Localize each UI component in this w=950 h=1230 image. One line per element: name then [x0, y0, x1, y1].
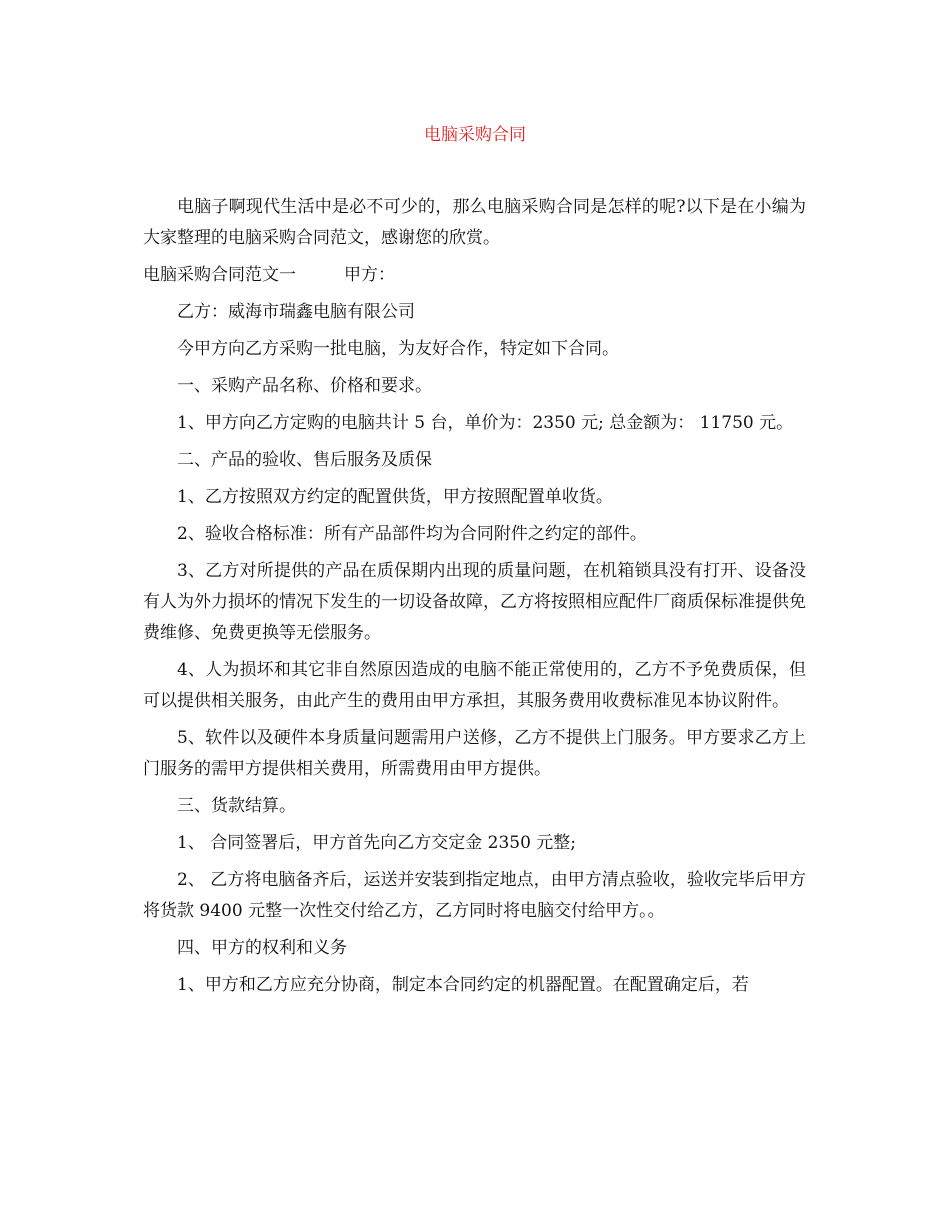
sample-heading: 电脑采购合同范文一 — [143, 265, 296, 285]
section-3-item-1: 1、 合同签署后，甲方首先向乙方交定金 2350 元整; — [177, 833, 577, 853]
section-4-item-1: 1、甲方和乙方应充分协商，制定本合同约定的机器配置。在配置确定后，若 — [177, 975, 749, 995]
page-title: 电脑采购合同 — [424, 125, 526, 145]
section-1-title: 一、采购产品名称、价格和要求。 — [177, 376, 432, 396]
document-body — [143, 192, 806, 1007]
section-1-item-1: 1、甲方向乙方定购的电脑共计 5 台，单价为：2350 元; 总金额为： 11750 元。 — [177, 413, 794, 433]
section-2-item-4: 4、人为损坏和其它非自然原因造成的电脑不能正常使用的，乙方不予免费质保，但可以提供相关服务，由此产生的费用由甲方承担，其服务费用收费标准见本协议附件。 — [143, 660, 806, 711]
section-3-item-2: 2、 乙方将电脑备齐后，运送并安装到指定地点，由甲方清点验收，验收完毕后甲方将货款 9400 元整一次性交付给乙方，乙方同时将电脑交付给甲方。。 — [143, 870, 806, 921]
party-a-label: 甲方： — [344, 265, 395, 285]
section-2-item-2: 2、验收合格标准：所有产品部件均为合同附件之约定的部件。 — [177, 524, 647, 544]
party-b-line: 乙方：威海市瑞鑫电脑有限公司 — [177, 302, 415, 322]
preamble-paragraph: 今甲方向乙方采购一批电脑，为友好合作，特定如下合同。 — [177, 339, 619, 359]
section-2-item-5: 5、软件以及硬件本身质量问题需用户送修，乙方不提供上门服务。甲方要求乙方上门服务的需甲方提供相关费用，所需费用由甲方提供。 — [143, 728, 806, 779]
section-2-item-3: 3、乙方对所提供的产品在质保期内出现的质量问题，在机箱锁具没有打开、设备没有人为外力损坏的情况下发生的一切设备故障，乙方将按照相应配件厂商质保标准提供免费维修、免费更换等无偿服务。 — [143, 561, 806, 643]
section-4-title: 四、甲方的权利和义务 — [177, 938, 347, 958]
section-2-title: 二、产品的验收、售后服务及质保 — [177, 450, 432, 470]
section-3-title: 三、货款结算。 — [177, 796, 296, 816]
sample-heading-line — [143, 260, 806, 291]
intro-paragraph: 电脑子啊现代生活中是必不可少的，那么电脑采购合同是怎样的呢?以下是在小编为大家整理的电脑采购合同范文，感谢您的欣赏。 — [143, 197, 806, 248]
section-2-item-1: 1、乙方按照双方约定的配置供货，甲方按照配置单收货。 — [177, 487, 613, 507]
